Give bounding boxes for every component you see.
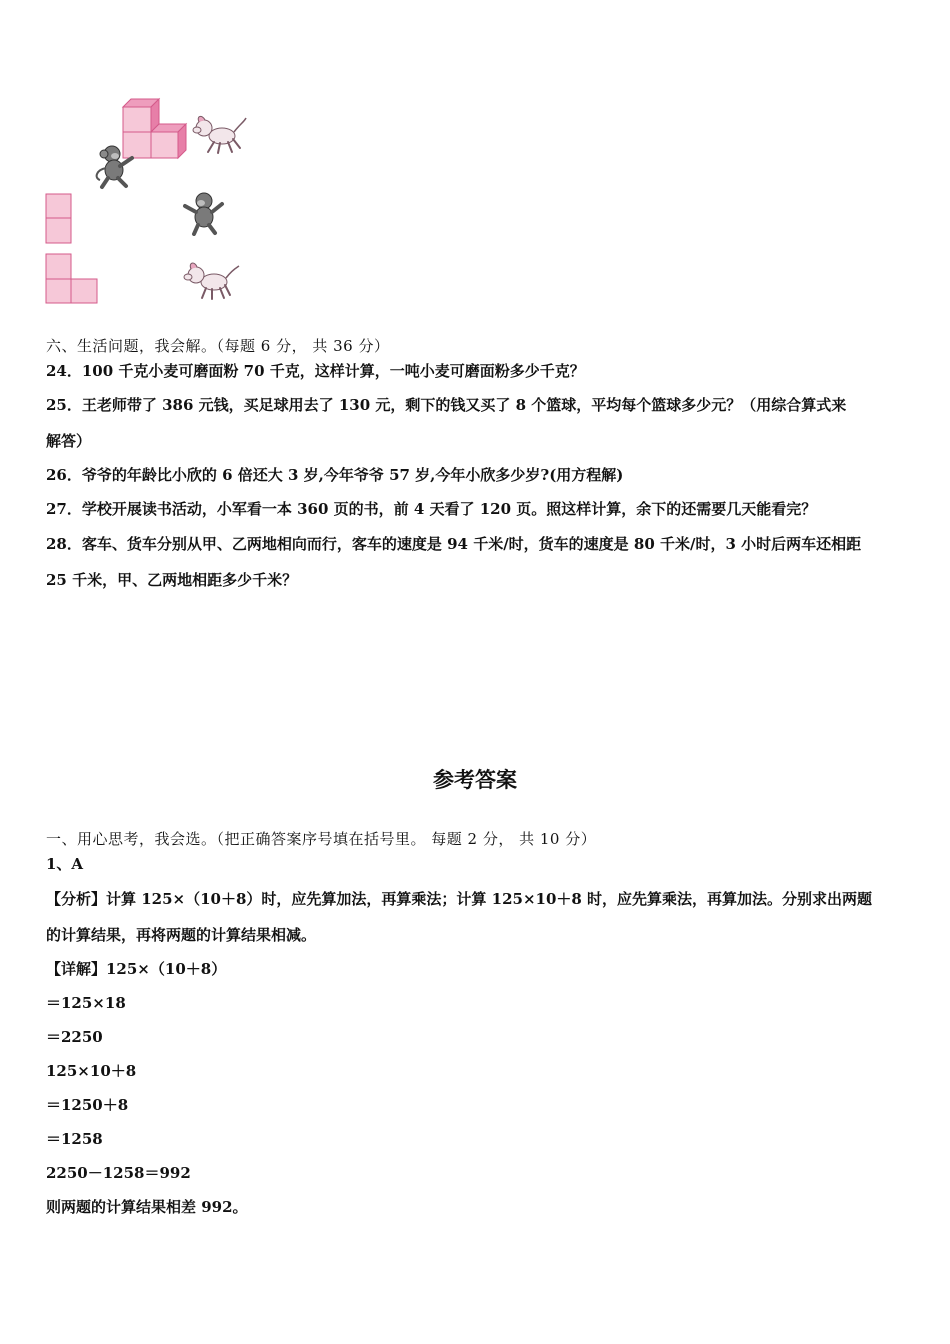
answer-label: 1、A — [46, 855, 84, 873]
detail-heading: 【详解】125×（10＋8） — [46, 960, 227, 978]
question-25-continued: 解答） — [46, 432, 92, 450]
monkey-icon — [180, 190, 226, 236]
question-28: 28．客车、货车分别从甲、乙两地相向而行，客车的速度是 94 千米/时，货车的速度是 80 千米/时，3 小时后两车还相距 — [46, 535, 862, 553]
dog-icon — [182, 260, 242, 302]
front-view-figure — [45, 193, 73, 245]
question-25: 25．王老师带了 386 元钱，买足球用去了 130 元，剩下的钱又买了 8 个篮球，平均每个篮球多少元？（用综合算式来 — [46, 396, 847, 414]
analysis-text: 【分析】计算 125×（10＋8）时，应先算加法，再算乘法；计算 125×10＋8 时，应先算乘法，再算加法。分别求出两题 — [46, 890, 873, 908]
dog-icon — [188, 114, 248, 156]
calc-step: ＝1258 — [46, 1130, 103, 1148]
calc-step: ＝1250＋8 — [46, 1096, 129, 1114]
analysis-text-continued: 的计算结果，再将两题的计算结果相减。 — [46, 926, 317, 944]
question-26: 26．爷爷的年龄比小欣的 6 倍还大 3 岁,今年爷爷 57 岁,今年小欣多少岁?(用方程解) — [46, 466, 624, 484]
question-24: 24．100 千克小麦可磨面粉 70 千克，这样计算，一吨小麦可磨面粉多少千克？ — [46, 362, 585, 380]
question-28-continued: 25 千米，甲、乙两地相距多少千米？ — [46, 571, 298, 589]
section-heading: 六、生活问题，我会解。（每题 6 分， 共 36 分） — [46, 337, 390, 355]
section-heading: 一、用心思考，我会选。（把正确答案序号填在括号里。 每题 2 分， 共 10 分） — [46, 830, 597, 848]
conclusion-text: 则两题的计算结果相差 992。 — [46, 1198, 248, 1216]
side-view-figure — [45, 253, 99, 305]
page-title: 参考答案 — [433, 768, 517, 792]
calc-step: 2250－1258＝992 — [46, 1164, 191, 1182]
monkey-icon — [92, 142, 138, 190]
calc-step: ＝2250 — [46, 1028, 103, 1046]
question-27: 27．学校开展读书活动，小军看一本 360 页的书，前 4 天看了 120 页。照这样计算，余下的还需要几天能看完？ — [46, 500, 817, 518]
calc-step: 125×10＋8 — [46, 1062, 137, 1080]
calc-step: ＝125×18 — [46, 994, 126, 1012]
